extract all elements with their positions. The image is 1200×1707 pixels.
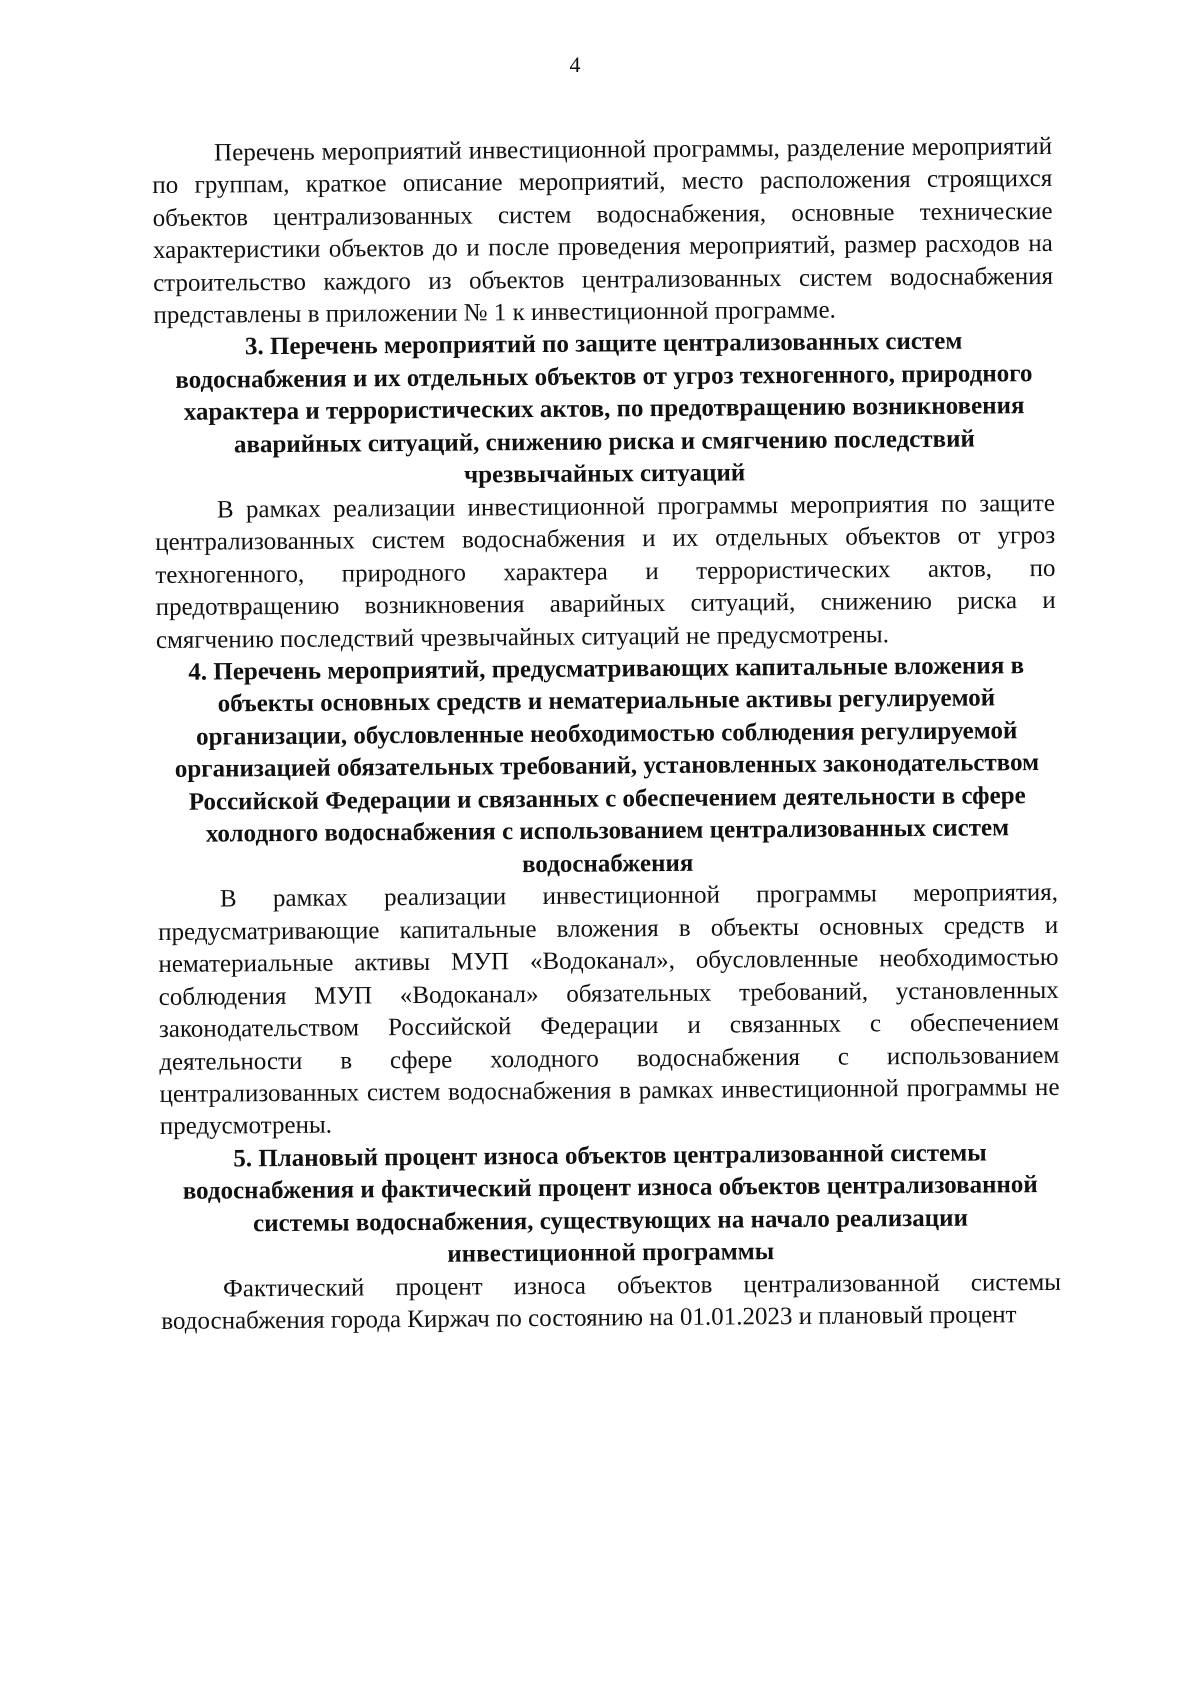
intro-paragraph: Перечень мероприятий инвестиционной программы, разделение мероприятий по группам, краткое описание мероприятий, место расположения строящихся объектов централизованных систем водоснабжения, основные технические характеристики объектов до и после проведения мероприятий, размер расходов на строительство каждого из объектов централизованных систем водоснабжения представлены в приложении № 1 к инвестиционной программе. xyxy=(152,132,1054,330)
section-4-paragraph: В рамках реализации инвестиционной программы мероприятия, предусматривающие капитальные вложения в объекты основных средств и нематериальные активы МУП «Водоканал», обусловленные необходимостью соблюдения МУП «Водоканал» обязательных требований, установленных законодательством Российской Федерации и связанных с обеспечением деятельности в сфере холодного водоснабжения с использованием централизованных систем водоснабжения в рамках инвестиционной программы не предусмотрены. xyxy=(158,879,1060,1141)
section-5-paragraph: Фактический процент износа объектов централизованной системы водоснабжения города Киржач по состоянию на 01.01.2023 и плановый процент xyxy=(161,1268,1062,1336)
page-content xyxy=(152,131,1061,1339)
section-3-paragraph: В рамках реализации инвестиционной программы мероприятия по защите централизованных систем водоснабжения и их отдельных объектов от угроз техногенного, природного характера и террористических актов, по предотвращению возникновения аварийных ситуаций, снижению риска и смягчению последствий чрезвычайных ситуаций не предусмотрены. xyxy=(155,489,1056,654)
section-4-heading: 4. Перечень мероприятий, предусматривающих капитальные вложения в объекты основных средств и нематериальные активы регулируемой организации, обусловленные необходимостью соблюдения регулируемой организацией обязательных требований, установленных законодательством Российской Федерации и связанных с обеспечением деятельности в сфере холодного водоснабжения с использованием централизованных систем водоснабжения xyxy=(174,652,1040,879)
section-5-heading: 5. Плановый процент износа объектов централизованной системы водоснабжения и фактический процент износа объектов централизованной системы водоснабжения, существующих на начало реализации инвестиционной программы xyxy=(182,1139,1038,1268)
page-number: 4 xyxy=(569,52,581,77)
section-3-heading: 3. Перечень мероприятий по защите централизованных систем водоснабжения и их отдельных объектов от угроз техногенного, природного характера и террористических актов, по предотвращению возникновения аварийных ситуаций, снижению риска и смягчению последствий чрезвычайных ситуаций xyxy=(175,328,1033,489)
